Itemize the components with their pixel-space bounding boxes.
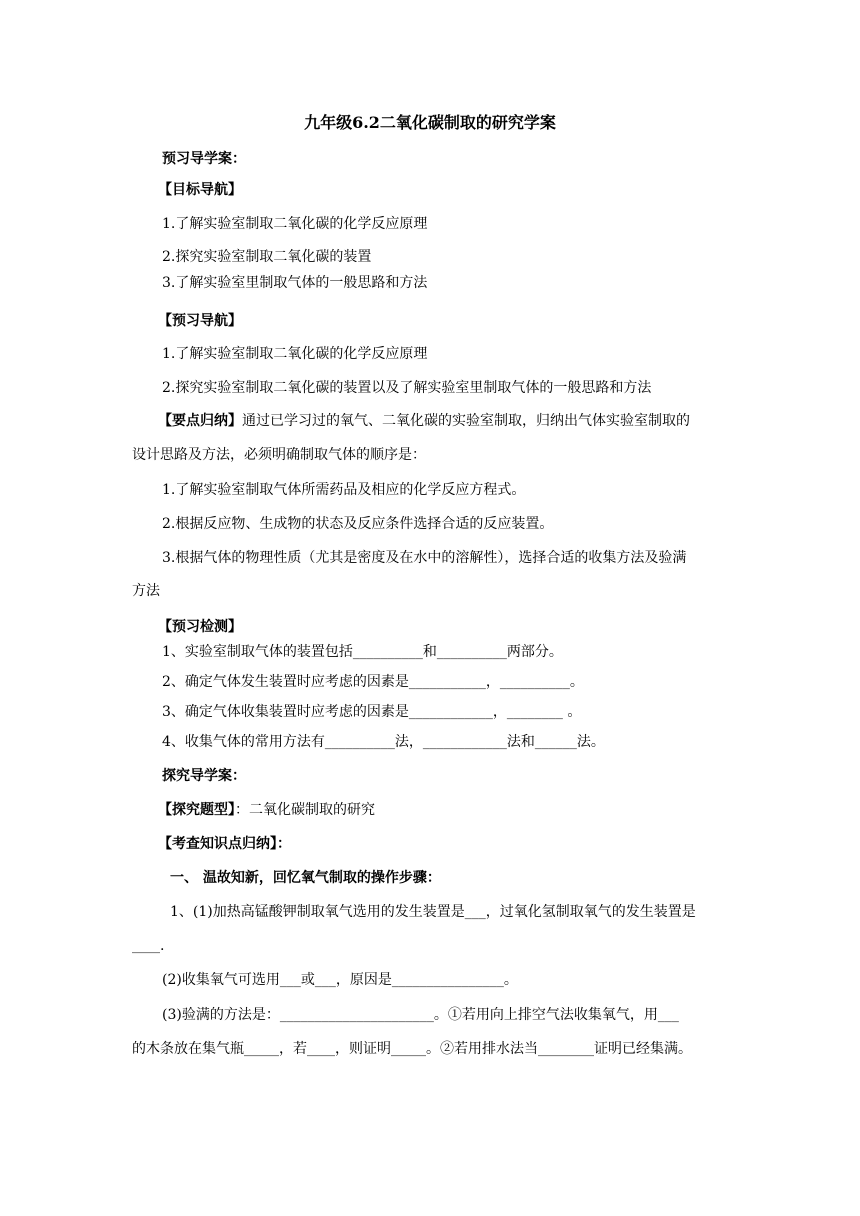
key-points-label: 【要点归纳】 — [158, 413, 242, 429]
question-3-line2: 的木条放在集气瓶_____，若____，则证明_____。②若用排水法当________证明已经集满。 — [132, 1041, 692, 1057]
explore-topic — [158, 801, 375, 819]
check-item: 1、实验室制取气体的装置包括__________和__________两部分。 — [162, 644, 563, 660]
question-2: (2)收集氧气可选用___或___，原因是________________。 — [162, 972, 518, 988]
check-item: 2、确定气体发生装置时应考虑的因素是___________，__________。 — [162, 674, 584, 690]
question-1-line1: 1、(1)加热高锰酸钾制取氧气选用的发生装置是___，过氧化氢制取氧气的发生装置是 — [170, 904, 696, 920]
goal-heading: 【目标导航】 — [158, 182, 242, 198]
document-title: 九年级6.2二氧化碳制取的研究学案 — [304, 113, 556, 132]
check-item: 4、收集气体的常用方法有__________法，____________法和______法。 — [162, 734, 605, 750]
check-item: 3、确定气体收集装置时应考虑的因素是____________，________ 。 — [162, 704, 582, 720]
key-points-line1 — [158, 412, 690, 430]
question-1-line2: ____. — [132, 938, 165, 954]
knowledge-label: 【考查知识点归纳】 — [158, 836, 277, 852]
preview-nav-heading: 【预习导航】 — [158, 313, 242, 329]
goal-item: 1.了解实验室制取二氧化碳的化学反应原理 — [162, 216, 428, 232]
preview-nav-item: 1.了解实验室制取二氧化碳的化学反应原理 — [162, 346, 428, 362]
key-points-item3-line2: 方法 — [132, 583, 160, 599]
goal-item: 3.了解实验室里制取气体的一般思路和方法 — [162, 275, 428, 291]
check-heading: 【预习检测】 — [158, 619, 242, 635]
goal-item: 2.探究实验室制取二氧化碳的装置 — [162, 249, 372, 265]
section-one-heading: 一、 温故知新，回忆氧气制取的操作步骤： — [170, 870, 441, 886]
explore-heading: 探究导学案： — [162, 768, 246, 784]
explore-topic-label: 【探究题型】 — [158, 802, 235, 818]
key-points-item: 1.了解实验室制取气体所需药品及相应的化学反应方程式。 — [162, 482, 526, 498]
preview-heading: 预习导学案： — [162, 151, 246, 167]
knowledge-heading — [158, 835, 291, 853]
knowledge-suffix: ： — [277, 836, 291, 852]
preview-nav-item: 2.探究实验室制取二氧化碳的装置以及了解实验室里制取气体的一般思路和方法 — [162, 380, 652, 396]
key-points-line2: 设计思路及方法，必须明确制取气体的顺序是： — [132, 447, 426, 463]
key-points-text: 通过已学习过的氧气、二氧化碳的实验室制取，归纳出气体实验室制取的 — [242, 413, 690, 429]
key-points-item: 2.根据反应物、生成物的状态及反应条件选择合适的反应装置。 — [162, 516, 554, 532]
explore-topic-text: ：二氧化碳制取的研究 — [235, 802, 375, 818]
key-points-item3-line1: 3.根据气体的物理性质（尤其是密度及在水中的溶解性），选择合适的收集方法及验满 — [162, 550, 687, 566]
question-3-line1: (3)验满的方法是：______________________。①若用向上排空气法收集氧气，用___ — [162, 1007, 679, 1023]
